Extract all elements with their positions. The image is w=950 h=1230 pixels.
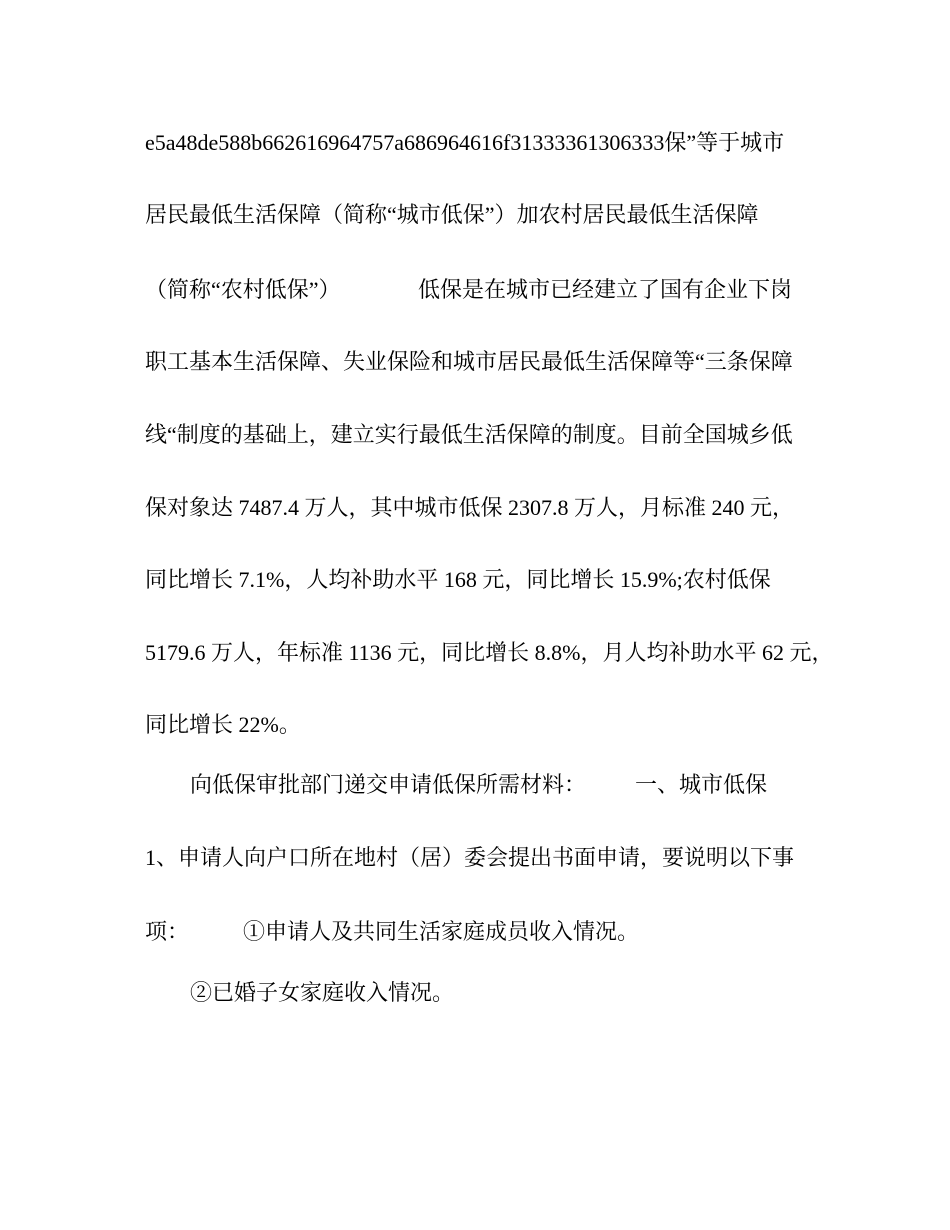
- section-heading-line: [0, 772, 950, 798]
- list-item: 1、申请人向户口所在地村（居）委会提出书面申请，要说明以下事: [145, 845, 795, 870]
- text-line: e5a48de588b662616964757a686964616f31333361306333保”等于城市: [145, 130, 785, 155]
- text-line: [0, 919, 950, 945]
- text-line: 居民最低生活保障（简称“城市低保”）加农村居民最低生活保障: [145, 202, 759, 227]
- list-subitem: ①申请人及共同生活家庭成员收入情况。: [243, 919, 640, 944]
- text-line: 同比增长 7.1%，人均补助水平 168 元，同比增长 15.9%;农村低保: [145, 567, 771, 592]
- text-line: 保对象达 7487.4 万人，其中城市低保 2307.8 万人，月标准 240 元，: [145, 495, 795, 520]
- text-line: [0, 277, 950, 303]
- text-segment: 项：: [145, 919, 190, 944]
- text-line: 5179.6 万人，年标准 1136 元，同比增长 8.8%，月人均补助水平 62 元，: [145, 640, 834, 665]
- text-segment: （简称“农村低保”）: [145, 277, 341, 302]
- section-heading: 一、城市低保: [635, 772, 768, 797]
- list-subitem: ②已婚子女家庭收入情况。: [190, 980, 455, 1005]
- text-line: 职工基本生活保障、失业保险和城市居民最低生活保障等“三条保障: [145, 349, 793, 374]
- text-line: 同比增长 22%。: [145, 712, 301, 737]
- text-line: 线“制度的基础上，建立实行最低生活保障的制度。目前全国城乡低: [145, 422, 793, 447]
- text-segment: 低保是在城市已经建立了国有企业下岗: [418, 277, 793, 302]
- text-segment: 向低保审批部门递交申请低保所需材料：: [190, 772, 587, 797]
